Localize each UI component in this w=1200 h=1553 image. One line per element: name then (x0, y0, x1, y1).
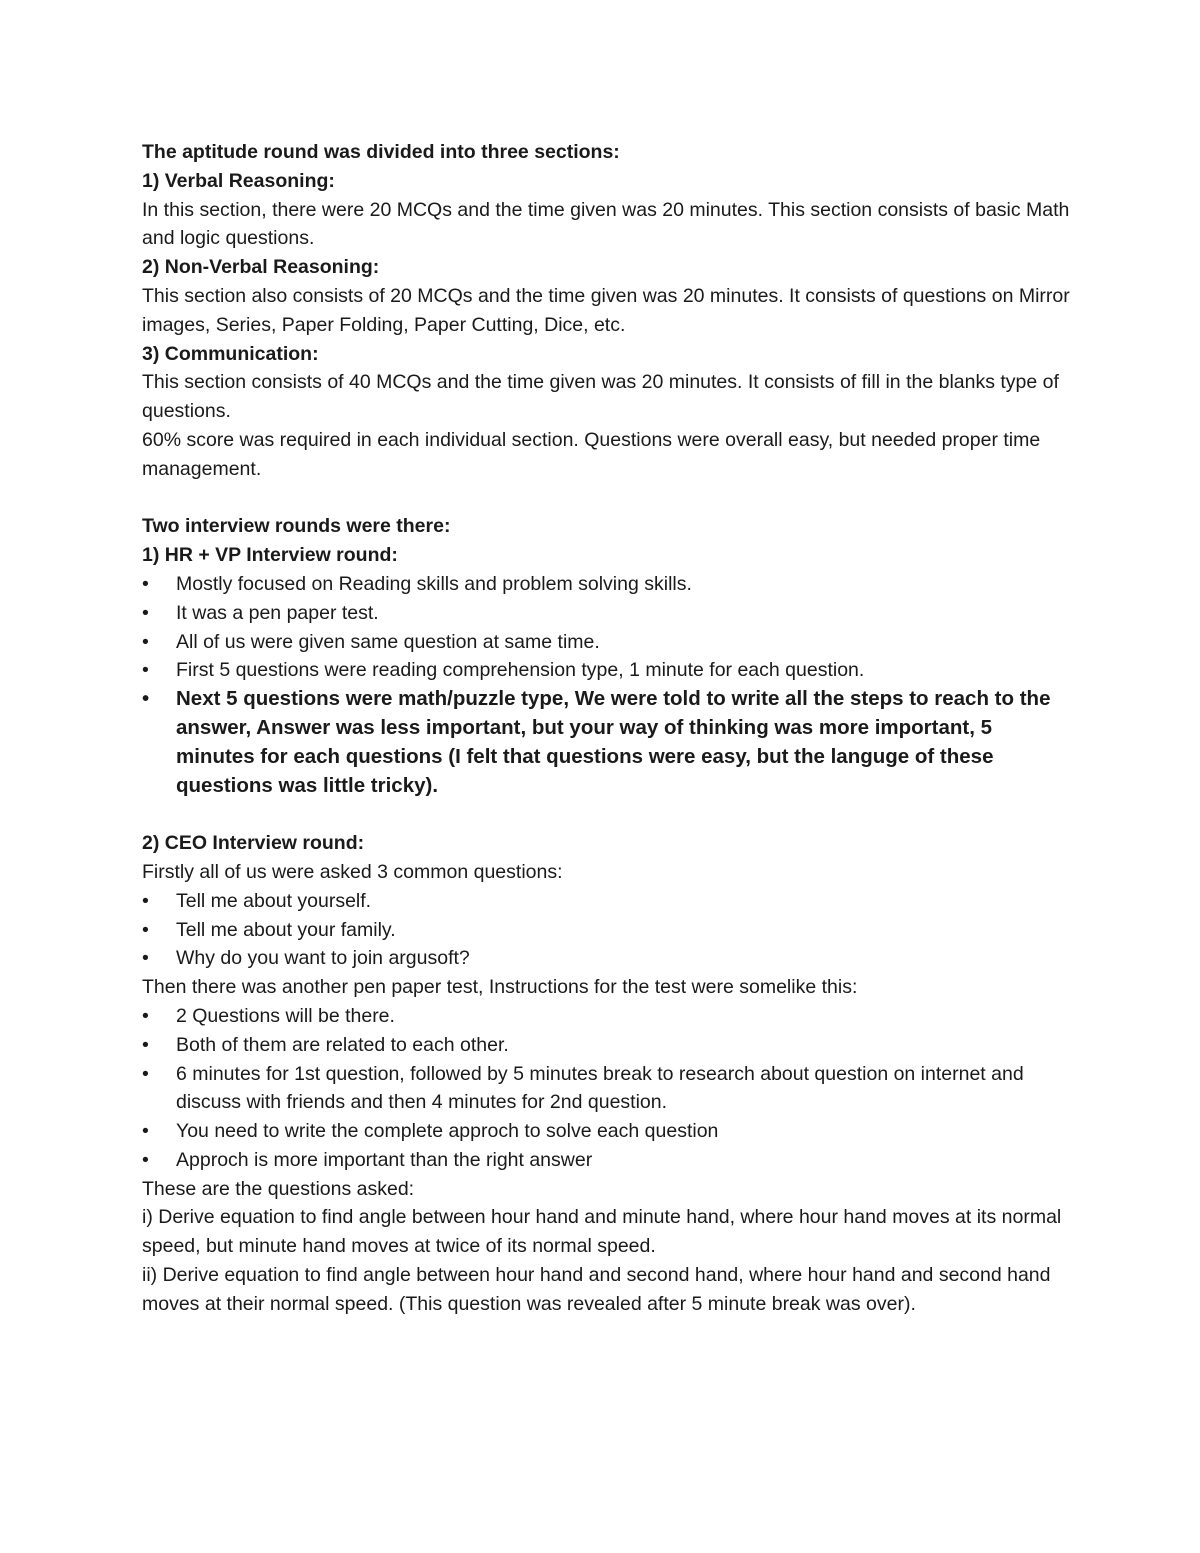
question-ii: ii) Derive equation to find angle between hour hand and second hand, where hour hand and second hand moves at their normal speed. (This question was revealed after 5 minute break was over). (142, 1264, 1051, 1315)
section-1-body: In this section, there were 20 MCQs and the time given was 20 minutes. This section consists of basic Math and logic questions. (142, 198, 1070, 250)
questions-intro: These are the questions asked: (142, 1177, 415, 1200)
bullet-icon: • (142, 1062, 149, 1085)
round-2-title: 2) CEO Interview round: (142, 832, 365, 855)
list-item-bold: • Next 5 questions were math/puzzle type, We were told to write all the steps to reach to the answer, Answer was less important, but your way of thinking was more important, 5 minutes for each questions (I felt that questions were easy, but the languge of these questions was little tricky). (142, 687, 1051, 797)
section-3-title: 3) Communication: (142, 342, 319, 365)
list-item: • First 5 questions were reading comprehension type, 1 minute for each question. (142, 656, 1070, 685)
bullet-icon: • (142, 601, 149, 624)
bullet-icon: • (142, 918, 149, 941)
list-item: • Mostly focused on Reading skills and problem solving skills. (142, 570, 1070, 599)
list-item: • All of us were given same question at same time. (142, 628, 1070, 657)
bullet-icon: • (142, 1148, 149, 1171)
section-2-title: 2) Non-Verbal Reasoning: (142, 256, 380, 279)
aptitude-heading: The aptitude round was divided into three sections: (142, 141, 620, 163)
bullet-icon: • (142, 947, 149, 970)
aptitude-note: 60% score was required in each individual section. Questions were overall easy, but needed proper time management. (142, 428, 1041, 480)
section-3-body: This section consists of 40 MCQs and the time given was 20 minutes. It consists of fill in the blanks type of questions. (142, 371, 1059, 423)
list-item: • Tell me about yourself. (142, 887, 1070, 916)
bullet-icon: • (142, 659, 149, 682)
section-1-title: 1) Verbal Reasoning: (142, 169, 335, 192)
list-item: • It was a pen paper test. (142, 599, 1070, 628)
question-i: i) Derive equation to find angle between hour hand and minute hand, where hour hand moves at its normal speed, but minute hand moves at twice of its normal speed. (142, 1206, 1062, 1258)
list-item: • Tell me about your family. (142, 916, 1070, 945)
instructions-list (142, 1002, 1070, 1175)
interviews-heading: Two interview rounds were there: (142, 515, 451, 538)
list-item: • You need to write the complete approch to solve each question (142, 1117, 1070, 1146)
section-2-body: This section also consists of 20 MCQs and the time given was 20 minutes. It consists of questions on Mirror images, Series, Paper Folding, Paper Cutting, Dice, etc. (142, 284, 1070, 336)
list-item: • Why do you want to join argusoft? (142, 944, 1070, 973)
bullet-icon: • (142, 687, 150, 711)
bullet-icon: • (142, 630, 149, 653)
bullet-icon: • (142, 1004, 149, 1027)
paragraph-gap (142, 800, 1070, 829)
bullet-icon: • (142, 1120, 149, 1143)
list-item: • Approch is more important than the right answer (142, 1146, 1070, 1175)
bullet-icon: • (142, 572, 149, 595)
round-2-intro: Firstly all of us were asked 3 common questions: (142, 860, 563, 883)
bullet-icon: • (142, 1033, 149, 1056)
bullet-icon: • (142, 889, 149, 912)
list-item: • 2 Questions will be there. (142, 1002, 1070, 1031)
test-intro: Then there was another pen paper test, Instructions for the test were somelike this: (142, 976, 858, 999)
list-item: • Both of them are related to each other. (142, 1031, 1070, 1060)
round-1-bullet-list (142, 570, 1070, 800)
round-1-title: 1) HR + VP Interview round: (142, 544, 398, 567)
paragraph-gap (142, 484, 1070, 513)
common-questions-list (142, 887, 1070, 973)
list-item: • 6 minutes for 1st question, followed by 5 minutes break to research about question on internet and discuss with friends and then 4 minutes for 2nd question. (142, 1060, 1070, 1118)
